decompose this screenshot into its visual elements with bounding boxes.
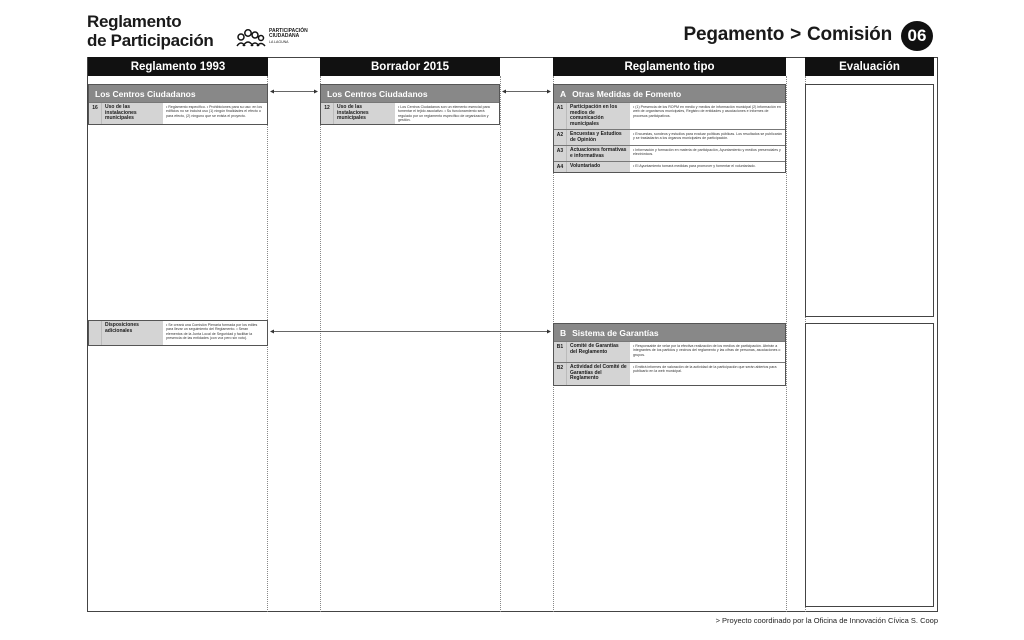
column-divider [500,76,501,612]
app-title [87,12,214,50]
section-header [554,324,785,341]
column-header-borrador-2015: Borrador 2015 [320,57,500,76]
row-title: Voluntariado [566,162,630,172]
section-title: Los Centros Ciudadanos [321,85,499,102]
row-title: Actuaciones formativas e informativas [566,146,630,161]
row-title: Encuestas y Estudios de Opinión [566,130,630,145]
column-header-reglamento-tipo: Reglamento tipo [553,57,786,76]
row-description: • Información y formación en materia de participación, Ayuntamiento y medios presenciales y electrónicos. [633,148,781,157]
footer-credit: > Proyecto coordinado por la Oficina de Innovación Cívica S. Coop [715,616,938,625]
row-code: A2 [554,130,566,145]
connector-arrow [270,328,551,335]
column-divider [786,76,787,612]
app-title-line2: de Participación [87,31,214,50]
row-code: B2 [554,363,566,385]
section-sistema-garantias [553,323,786,386]
row-description: • Encuestas, sondeos y estudios para evaluar políticas públicas. Los resultados se publicarán y se trasladarán a los órganos municipales de participación. [633,132,782,141]
row-description: • (1) Presencia de los ROPM en medio y medios de información municipal (2) información en web de organismos municipales, Registro de entidades y asociaciones e informes de procesos participativos. [633,105,781,118]
people-group-icon [236,27,266,47]
section-centros-ciudadanos-1993 [88,84,268,125]
row-description: • Reglamento específico. • Prohibiciones para su uso: en los edificios no se incluirá uso (1) ningún finalidades el efecto o para efecto, (2) ninguno que se exista el proyecto. [166,105,263,118]
section-letter: A [560,88,567,99]
connector-arrow [502,88,551,95]
logo-line2: CIUDADANA [269,33,300,40]
row-description: • Se creará una Comisión Plenaria formada por los ediles para llevar un seguimiento del Reglamento. • Seran elementos de la Junta Local de Seguridad y facilitar la presencia de las entidades (con voz pero sin voto). [166,323,258,340]
section-title: Otras Medidas de Fomento [572,88,682,99]
logo-text [269,29,308,46]
row-title: Participación en los medios de comunicación municipales [566,103,630,129]
row-code: A3 [554,146,566,161]
row-description: • El Ayuntamiento tomará medidas para promover y fomentar el voluntariado. [633,164,756,168]
breadcrumb [684,24,893,46]
row-description: • Los Centros Ciudadanos son un elemento esencial para fomentar el tejido asociativo. • Su funcionamiento será regulado por un reglamento específico de organización y gestión. [398,105,490,122]
column-header-evaluacion: Evaluación [805,57,934,76]
row-title: Uso de las instalaciones municipales [333,103,395,124]
section-disposiciones-1993 [88,320,268,346]
table-row [89,102,267,124]
logo-line1: PARTICIPACIÓN [269,27,308,34]
section-letter: B [560,327,567,338]
table-row [89,321,267,345]
table-row [554,362,785,385]
section-header [554,85,785,102]
row-code: 12 [321,103,333,124]
row-code: 16 [89,103,101,124]
page-number-badge: 06 [901,21,933,51]
row-description: • Emitirá informes de valoración de la actividad de la participación que serán abiertos para publicarlo en la web municipal. [633,365,777,374]
connector-arrow [270,88,318,95]
row-title: Actividad del Comité de Garantías del Reglamento [566,363,630,385]
section-title: Sistema de Garantías [572,327,659,338]
row-code: A1 [554,103,566,129]
breadcrumb-separator: > [790,24,802,45]
column-divider [320,76,321,612]
table-row [554,341,785,362]
table-row [554,102,785,129]
column-header-reglamento-1993: Reglamento 1993 [88,57,268,76]
section-otras-medidas-fomento [553,84,786,173]
row-title: Comité de Garantías del Reglamento [566,342,630,362]
breadcrumb-from[interactable]: Pegamento [683,24,785,45]
row-code: A4 [554,162,566,172]
table-row [554,129,785,145]
table-row [554,161,785,172]
row-code [89,321,101,345]
section-centros-ciudadanos-2015 [320,84,500,125]
row-title: Uso de las instalaciones municipales [101,103,163,124]
evaluation-box-bottom[interactable] [805,323,934,607]
participacion-logo [236,27,308,47]
evaluation-box-top[interactable] [805,84,934,317]
table-row [321,102,499,124]
section-title: Los Centros Ciudadanos [89,85,267,102]
row-description: • Responsable de velar por la efectiva realización de los medios de participación. Abrirán a integrantes de los partidos y vecinos del reglamento y las cifras de personas, asociaciones o grupos. [633,344,781,357]
row-code: B1 [554,342,566,362]
breadcrumb-current: Comisión [807,24,892,45]
app-title-line1: Reglamento [87,12,182,31]
logo-line3: LA LAGUNA [269,39,289,44]
row-title: Disposiciones adicionales [101,321,163,345]
table-row [554,145,785,161]
